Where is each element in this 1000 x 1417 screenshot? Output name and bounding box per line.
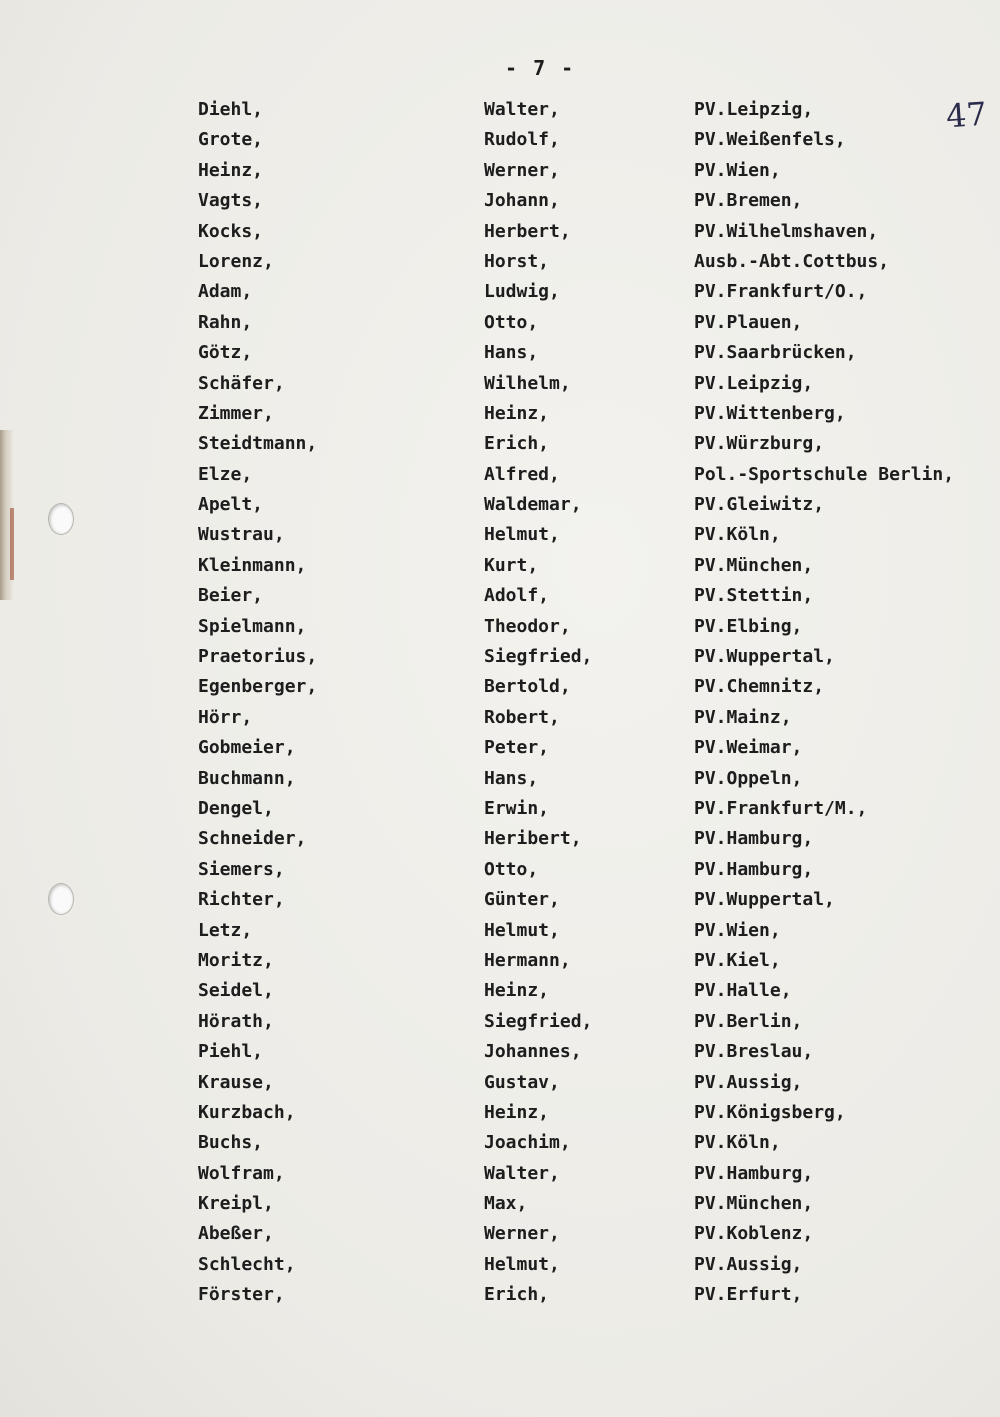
surname-cell: Heinz,: [198, 159, 264, 181]
list-row: [0, 1190, 1000, 1220]
first-name-cell: Otto,: [484, 311, 539, 333]
surname-cell: Richter,: [198, 889, 285, 911]
unit-cell: PV.Erfurt,: [694, 1284, 803, 1306]
list-row: [0, 248, 1000, 278]
surname-cell: Abeßer,: [198, 1223, 274, 1245]
personnel-list: [0, 96, 1000, 1312]
unit-cell: PV.Würzburg,: [694, 433, 825, 455]
first-name-cell: Heinz,: [484, 1101, 550, 1123]
unit-cell: PV.Hamburg,: [694, 828, 814, 850]
first-name-cell: Otto,: [484, 858, 539, 880]
surname-cell: Praetorius,: [198, 646, 318, 668]
list-row: [0, 157, 1000, 187]
unit-cell: PV.Oppeln,: [694, 767, 803, 789]
first-name-cell: Wilhelm,: [484, 372, 571, 394]
list-row: [0, 673, 1000, 703]
list-row: [0, 491, 1000, 521]
list-row: [0, 977, 1000, 1007]
list-row: [0, 1220, 1000, 1250]
list-row: [0, 309, 1000, 339]
surname-cell: Kurzbach,: [198, 1101, 296, 1123]
unit-cell: Ausb.-Abt.Cottbus,: [694, 250, 890, 272]
surname-cell: Piehl,: [198, 1041, 264, 1063]
list-row: [0, 795, 1000, 825]
list-row: [0, 400, 1000, 430]
first-name-cell: Joachim,: [484, 1132, 571, 1154]
surname-cell: Grote,: [198, 129, 264, 151]
surname-cell: Krause,: [198, 1071, 274, 1093]
first-name-cell: Rudolf,: [484, 129, 560, 151]
surname-cell: Götz,: [198, 342, 253, 364]
first-name-cell: Werner,: [484, 159, 560, 181]
first-name-cell: Johannes,: [484, 1041, 582, 1063]
unit-cell: PV.Wuppertal,: [694, 646, 835, 668]
surname-cell: Diehl,: [198, 99, 264, 120]
unit-cell: PV.Königsberg,: [694, 1101, 846, 1123]
unit-cell: PV.Aussig,: [694, 1253, 803, 1275]
list-row: [0, 1069, 1000, 1099]
list-row: [0, 704, 1000, 734]
surname-cell: Letz,: [198, 919, 253, 941]
surname-cell: Spielmann,: [198, 615, 307, 637]
list-row: [0, 1038, 1000, 1068]
first-name-cell: Horst,: [484, 250, 550, 272]
first-name-cell: Hans,: [484, 767, 539, 789]
surname-cell: Kocks,: [198, 220, 264, 242]
unit-cell: PV.Mainz,: [694, 706, 792, 728]
unit-cell: PV.Saarbrücken,: [694, 342, 857, 364]
first-name-cell: Werner,: [484, 1223, 560, 1245]
unit-cell: PV.Leipzig,: [694, 372, 814, 394]
list-row: [0, 643, 1000, 673]
list-row: [0, 278, 1000, 308]
surname-cell: Buchs,: [198, 1132, 264, 1154]
first-name-cell: Heinz,: [484, 980, 550, 1002]
unit-cell: PV.Bremen,: [694, 190, 803, 212]
first-name-cell: Siegfried,: [484, 1010, 593, 1032]
list-row: [0, 430, 1000, 460]
unit-cell: PV.Weißenfels,: [694, 129, 846, 151]
list-row: [0, 1129, 1000, 1159]
unit-cell: PV.Köln,: [694, 524, 781, 546]
unit-cell: PV.Frankfurt/O.,: [694, 281, 868, 303]
unit-cell: PV.Wuppertal,: [694, 889, 835, 911]
unit-cell: PV.Stettin,: [694, 585, 814, 607]
surname-cell: Apelt,: [198, 494, 264, 516]
list-row: [0, 552, 1000, 582]
first-name-cell: Waldemar,: [484, 494, 582, 516]
surname-cell: Lorenz,: [198, 250, 274, 272]
first-name-cell: Walter,: [484, 99, 560, 120]
surname-cell: Rahn,: [198, 311, 253, 333]
unit-cell: PV.Elbing,: [694, 615, 803, 637]
list-row: [0, 521, 1000, 551]
first-name-cell: Erich,: [484, 1284, 550, 1306]
list-row: [0, 613, 1000, 643]
first-name-cell: Hermann,: [484, 949, 571, 971]
unit-cell: PV.München,: [694, 1193, 814, 1215]
first-name-cell: Gustav,: [484, 1071, 560, 1093]
surname-cell: Egenberger,: [198, 676, 318, 698]
first-name-cell: Erich,: [484, 433, 550, 455]
page-number: - 7 -: [505, 56, 576, 80]
surname-cell: Steidtmann,: [198, 433, 318, 455]
first-name-cell: Helmut,: [484, 919, 560, 941]
first-name-cell: Erwin,: [484, 797, 550, 819]
unit-cell: PV.Wien,: [694, 159, 781, 181]
list-row: [0, 218, 1000, 248]
list-row: [0, 856, 1000, 886]
surname-cell: Hörr,: [198, 706, 253, 728]
surname-cell: Siemers,: [198, 858, 285, 880]
unit-cell: PV.Köln,: [694, 1132, 781, 1154]
first-name-cell: Theodor,: [484, 615, 571, 637]
first-name-cell: Adolf,: [484, 585, 550, 607]
surname-cell: Moritz,: [198, 949, 274, 971]
first-name-cell: Kurt,: [484, 554, 539, 576]
list-row: [0, 734, 1000, 764]
surname-cell: Hörath,: [198, 1010, 274, 1032]
surname-cell: Kreipl,: [198, 1193, 274, 1215]
unit-cell: Pol.-Sportschule Berlin,: [694, 463, 955, 485]
surname-cell: Seidel,: [198, 980, 274, 1002]
unit-cell: PV.Wien,: [694, 919, 781, 941]
list-row: [0, 825, 1000, 855]
unit-cell: PV.Berlin,: [694, 1010, 803, 1032]
list-row: [0, 1281, 1000, 1311]
unit-cell: PV.Breslau,: [694, 1041, 814, 1063]
surname-cell: Zimmer,: [198, 402, 274, 424]
first-name-cell: Bertold,: [484, 676, 571, 698]
unit-cell: PV.Wilhelmshaven,: [694, 220, 879, 242]
list-row: [0, 917, 1000, 947]
unit-cell: PV.Frankfurt/M.,: [694, 797, 868, 819]
unit-cell: PV.Chemnitz,: [694, 676, 825, 698]
surname-cell: Wolfram,: [198, 1162, 285, 1184]
handwritten-archive-number: 47: [944, 94, 988, 136]
list-row: [0, 1160, 1000, 1190]
list-row: [0, 339, 1000, 369]
list-row: [0, 886, 1000, 916]
unit-cell: PV.Hamburg,: [694, 1162, 814, 1184]
unit-cell: PV.Kiel,: [694, 949, 781, 971]
list-row: [0, 1008, 1000, 1038]
list-row: [0, 461, 1000, 491]
first-name-cell: Heribert,: [484, 828, 582, 850]
first-name-cell: Ludwig,: [484, 281, 560, 303]
unit-cell: PV.Hamburg,: [694, 858, 814, 880]
surname-cell: Adam,: [198, 281, 253, 303]
list-row: [0, 126, 1000, 156]
unit-cell: PV.Koblenz,: [694, 1223, 814, 1245]
surname-cell: Elze,: [198, 463, 253, 485]
first-name-cell: Walter,: [484, 1162, 560, 1184]
surname-cell: Schlecht,: [198, 1253, 296, 1275]
surname-cell: Vagts,: [198, 190, 264, 212]
first-name-cell: Günter,: [484, 889, 560, 911]
surname-cell: Buchmann,: [198, 767, 296, 789]
list-row: [0, 187, 1000, 217]
list-row: [0, 1251, 1000, 1281]
unit-cell: PV.Weimar,: [694, 737, 803, 759]
first-name-cell: Siegfried,: [484, 646, 593, 668]
list-row: [0, 947, 1000, 977]
first-name-cell: Peter,: [484, 737, 550, 759]
first-name-cell: Robert,: [484, 706, 560, 728]
unit-cell: PV.Aussig,: [694, 1071, 803, 1093]
unit-cell: PV.Halle,: [694, 980, 792, 1002]
first-name-cell: Herbert,: [484, 220, 571, 242]
list-row: [0, 96, 1000, 126]
list-row: [0, 765, 1000, 795]
surname-cell: Kleinmann,: [198, 554, 307, 576]
unit-cell: PV.Gleiwitz,: [694, 494, 825, 516]
list-row: [0, 1099, 1000, 1129]
unit-cell: PV.München,: [694, 554, 814, 576]
first-name-cell: Hans,: [484, 342, 539, 364]
list-row: [0, 582, 1000, 612]
surname-cell: Dengel,: [198, 797, 274, 819]
surname-cell: Gobmeier,: [198, 737, 296, 759]
first-name-cell: Helmut,: [484, 1253, 560, 1275]
unit-cell: PV.Wittenberg,: [694, 402, 846, 424]
first-name-cell: Max,: [484, 1193, 528, 1215]
unit-cell: PV.Leipzig,: [694, 99, 814, 120]
first-name-cell: Helmut,: [484, 524, 560, 546]
surname-cell: Beier,: [198, 585, 264, 607]
list-row: [0, 370, 1000, 400]
first-name-cell: Johann,: [484, 190, 560, 212]
surname-cell: Wustrau,: [198, 524, 285, 546]
surname-cell: Schneider,: [198, 828, 307, 850]
unit-cell: PV.Plauen,: [694, 311, 803, 333]
first-name-cell: Alfred,: [484, 463, 560, 485]
surname-cell: Schäfer,: [198, 372, 285, 394]
surname-cell: Förster,: [198, 1284, 285, 1306]
first-name-cell: Heinz,: [484, 402, 550, 424]
